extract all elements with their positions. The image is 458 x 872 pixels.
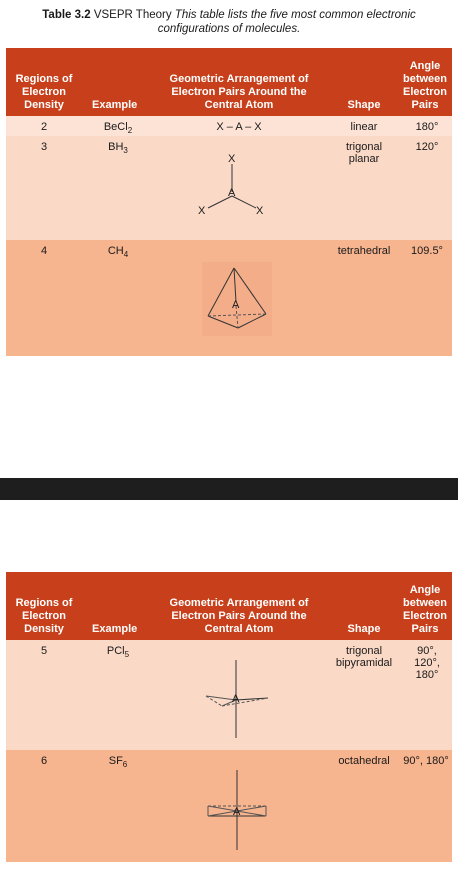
central-atom-label: A bbox=[232, 299, 240, 311]
angle-cell: 90°, 120°, 180° bbox=[414, 645, 440, 681]
example-cell: $SF_6$ bbox=[108, 755, 128, 770]
table-description-1: This table lists the five most common electronic bbox=[174, 9, 416, 21]
shape-cell: tetrahedral bbox=[337, 245, 391, 257]
table-row bbox=[6, 640, 452, 750]
regions-cell: 4 bbox=[40, 245, 48, 257]
table-number: Table 3.2 bbox=[42, 9, 91, 21]
regions-cell: 2 bbox=[40, 121, 48, 133]
header-geometry: Geometric Arrangement of Electron Pairs Around the Central Atom bbox=[169, 597, 309, 635]
ligand-label: X bbox=[256, 205, 264, 217]
central-atom-label: A bbox=[232, 693, 240, 705]
angle-cell: 109.5° bbox=[411, 245, 443, 257]
angle-cell: 120° bbox=[415, 141, 439, 153]
header-angle: Angle between Electron Pairs bbox=[402, 584, 447, 635]
header-shape: Shape bbox=[347, 99, 381, 111]
header-example: Example bbox=[92, 99, 138, 111]
table-caption bbox=[10, 8, 448, 36]
table-header bbox=[6, 48, 452, 116]
octahedral-diagram bbox=[202, 770, 272, 850]
angle-cell: 180° bbox=[415, 121, 439, 133]
trigonal-bipyramidal-diagram bbox=[202, 660, 272, 738]
example-cell: $BH_3$ bbox=[108, 141, 128, 156]
example-cell: BeCl$_2$ bbox=[103, 121, 133, 136]
tetrahedral-diagram bbox=[202, 262, 272, 336]
regions-cell: 3 bbox=[40, 141, 48, 153]
table-description-2: configurations of molecules. bbox=[157, 23, 301, 35]
example-cell: PCl$_5$ bbox=[106, 645, 130, 660]
table-row bbox=[6, 750, 452, 862]
ligand-label: X bbox=[228, 153, 236, 165]
header-regions: Regions of Electron Density bbox=[15, 73, 73, 111]
geometry-cell: X – A – X bbox=[216, 121, 262, 133]
table-row bbox=[6, 116, 452, 136]
page-divider bbox=[0, 478, 458, 500]
angle-cell: 90°, 180° bbox=[403, 755, 449, 767]
central-atom-label: A bbox=[228, 187, 236, 199]
regions-cell: 5 bbox=[40, 645, 48, 657]
table-row bbox=[6, 136, 452, 240]
ligand-label: X bbox=[198, 205, 206, 217]
table-title: VSEPR Theory bbox=[93, 9, 172, 21]
central-atom-label: A bbox=[233, 806, 241, 818]
example-cell: $CH_4$ bbox=[107, 245, 129, 260]
table-header bbox=[6, 572, 452, 640]
header-shape: Shape bbox=[347, 623, 381, 635]
trigonal-planar-diagram bbox=[192, 152, 272, 228]
header-geometry: Geometric Arrangement of Electron Pairs Around the Central Atom bbox=[169, 73, 309, 111]
shape-cell: trigonal planar bbox=[345, 141, 383, 165]
header-example: Example bbox=[92, 623, 138, 635]
header-regions: Regions of Electron Density bbox=[15, 597, 73, 635]
shape-cell: octahedral bbox=[338, 755, 390, 767]
table-row bbox=[6, 240, 452, 356]
header-angle: Angle between Electron Pairs bbox=[402, 60, 447, 111]
regions-cell: 6 bbox=[40, 755, 48, 767]
shape-cell: linear bbox=[350, 121, 378, 133]
shape-cell: trigonal bipyramidal bbox=[335, 645, 393, 669]
